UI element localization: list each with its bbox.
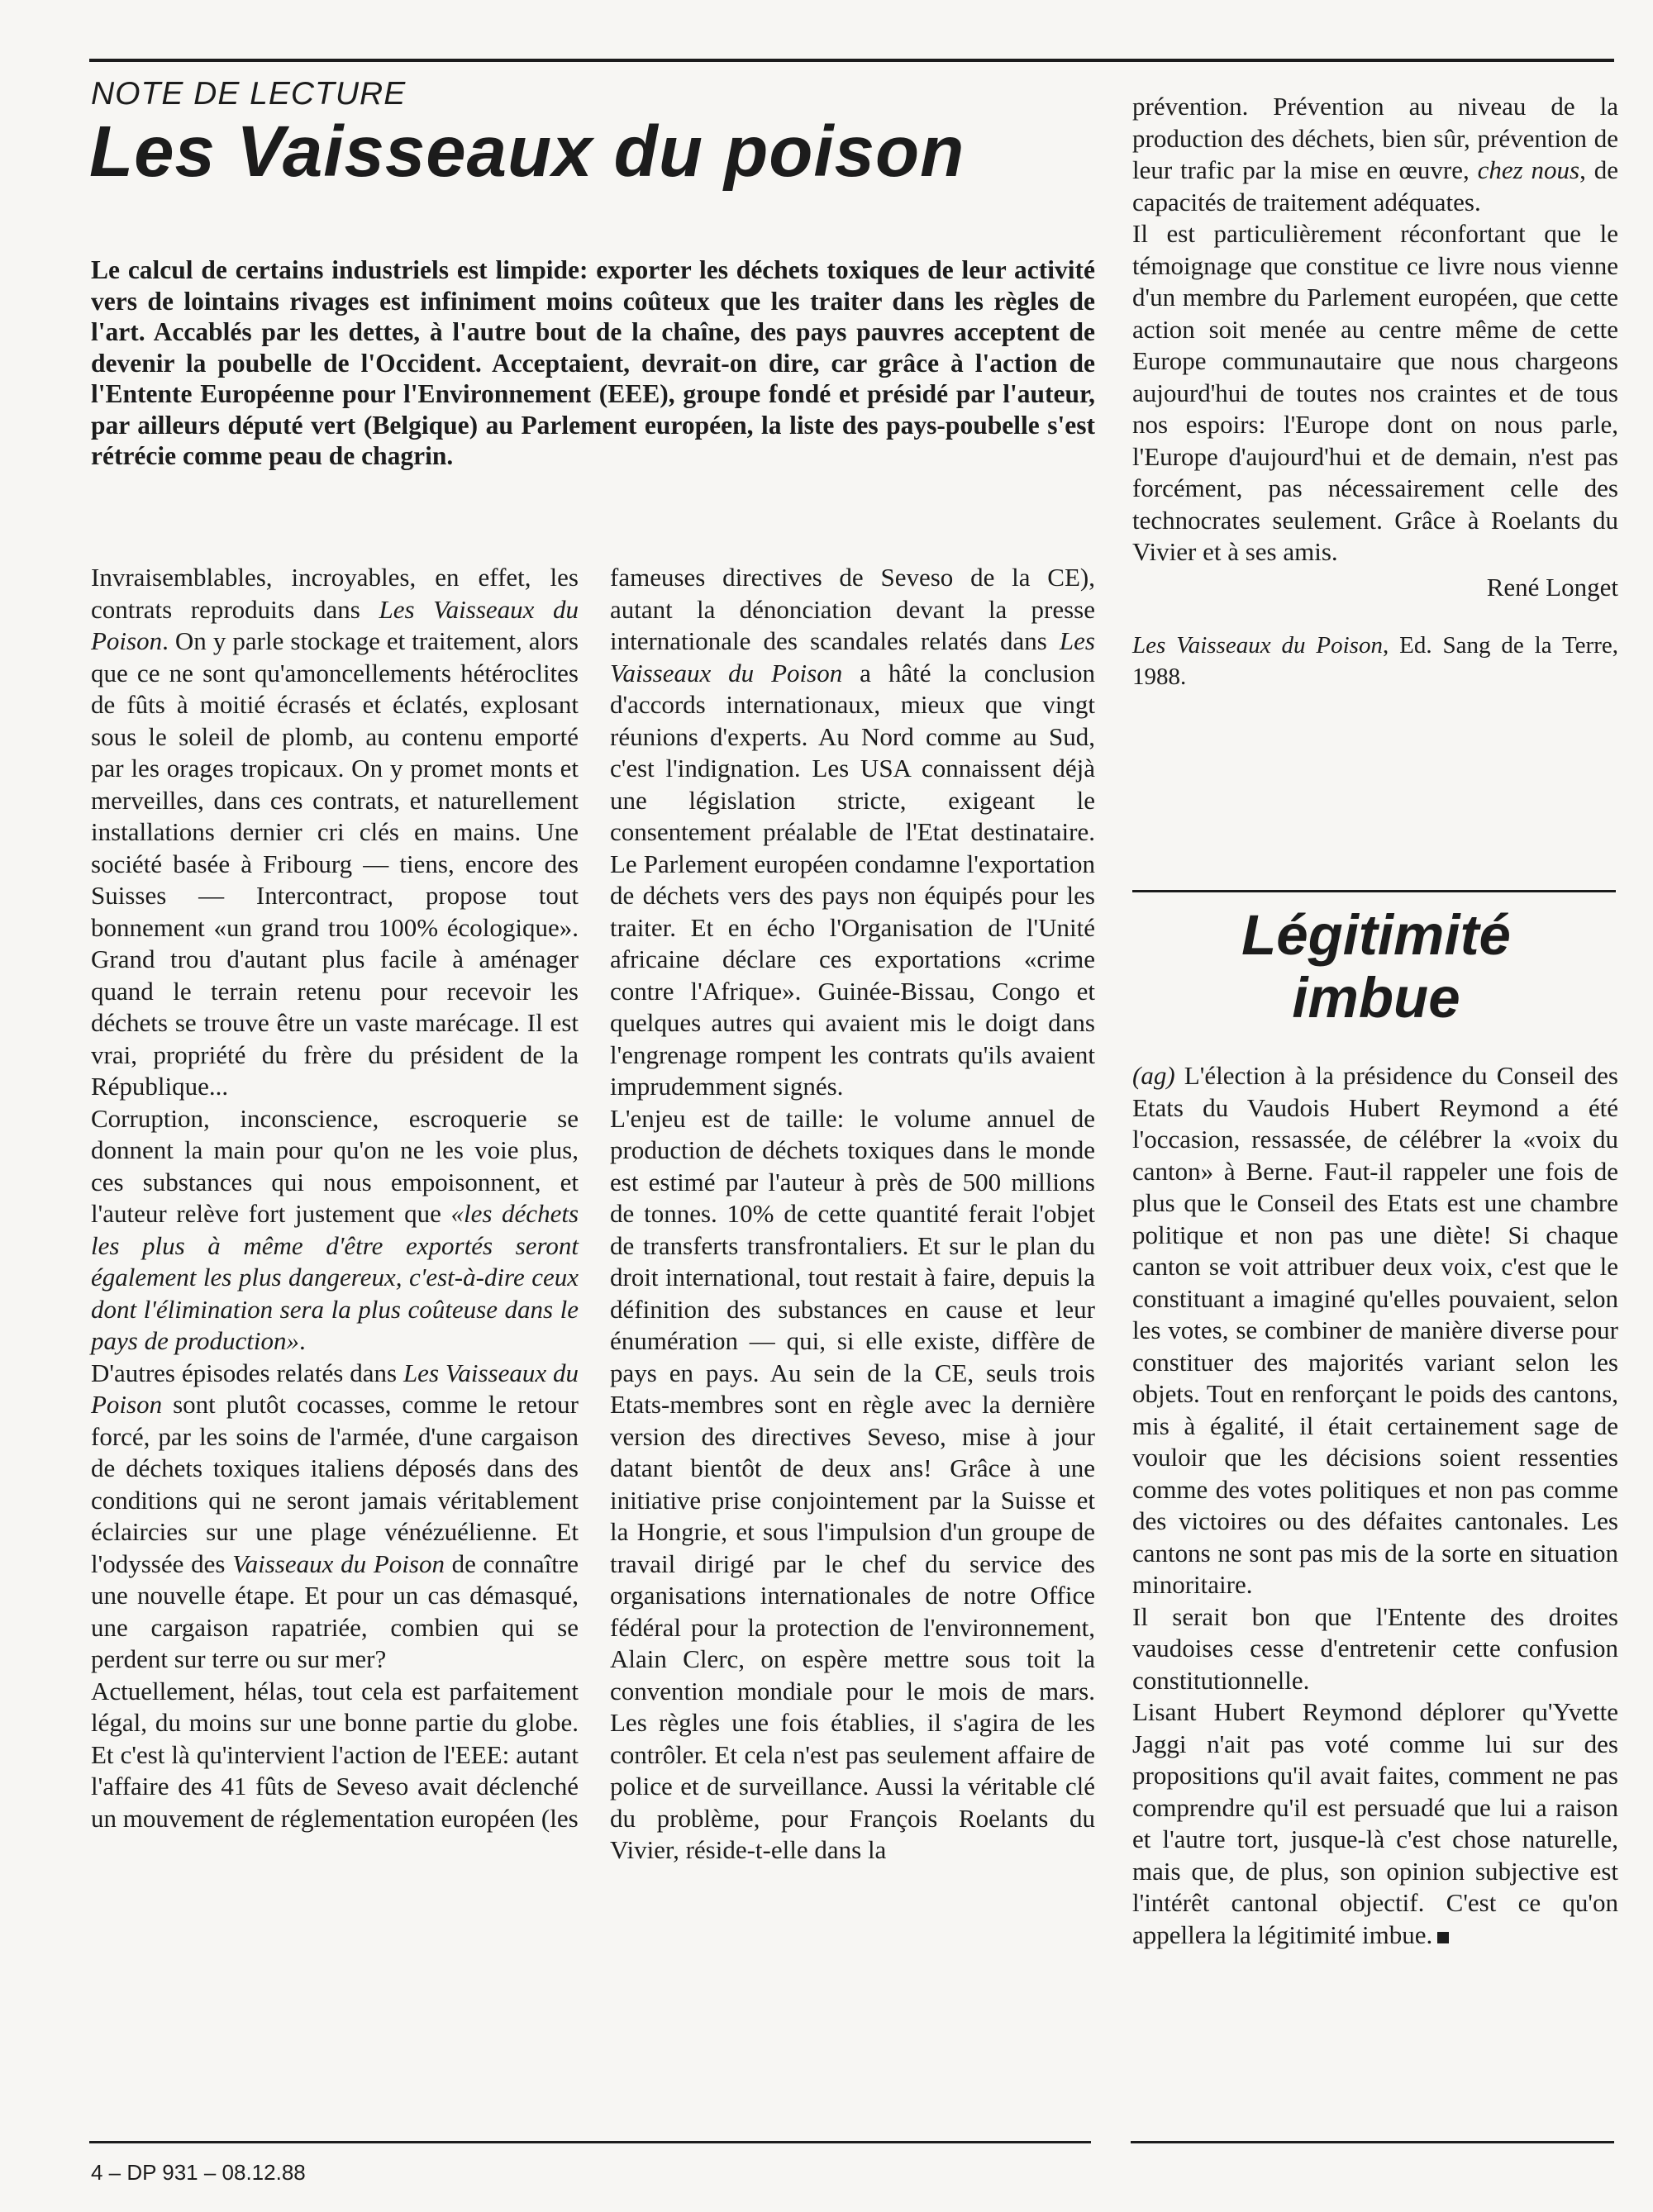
paragraph: Il serait bon que l'Entente des droites vaudoises cesse d'entretenir cette confusion constitutionnelle. [1132,1601,1618,1695]
page-folio: 4 – DP 931 – 08.12.88 [91,2160,306,2185]
bottom-rule-left [89,2141,1091,2143]
article-column-3 [1132,91,1618,692]
section-kicker: NOTE DE LECTURE [91,76,407,112]
paragraph: (ag) L'élection à la présidence du Conseil des Etats du Vaudois Hubert Reymond a été l'occasion, ressassée, de célébrer la «voix du canton» à Berne. Faut-il rappeler une fois de plus que le Conseil des Etats est une chambre politique et non pas une diète! Si chaque canton se voit attribuer deux voix, c'est que le constituant a imaginé qu'elles pouvaient, selon les votes, se combiner de manière diverse pour constituer des majorités variant selon les objets. Tout en renforçant le poids des cantons, mis à égalité, il était certainement sage de vouloir que les décisions soient ressenties comme des votes politiques et non pas comme des victoires ou des défaites cantonales. Les cantons ne sont pas mis de la sorte en situation minoritaire. [1132,1061,1618,1599]
author-signature: René Longet [1486,572,1618,602]
paragraph: Lisant Hubert Reymond déplorer qu'Yvette Jaggi n'ait pas voté comme lui sur des propositions qu'il avait faites, comment ne pas comprendre qu'il est persuadé que lui a raison et l'autre tort, jusque-là c'est chose naturelle, mais que, de plus, son opinion subjective est l'intérêt cantonal objectif. C'est ce qu'on appellera la légitimité imbue. [1132,1697,1618,1949]
book-reference: Les Vaisseaux du Poison, Ed. Sang de la Terre, 1988. [1132,632,1618,690]
paragraph: Corruption, inconscience, escroquerie se donnent la main pour qu'on ne les voie plus, ces substances qui nous empoisonnent, et l'auteur relève fort justement que «les déchets les plus à même d'être exportés seront également les plus dangereux, c'est-à-dire ceux dont l'élimination sera la plus coûteuse dans le pays de production». [91,1103,579,1355]
paragraph: fameuses directives de Seveso de la CE), autant la dénonciation devant la presse internationale des scandales relatés dans Les Vaisseaux du Poison a hâté la conclusion d'accords internationaux, mieux que vingt réunions d'experts. Au Nord comme au Sud, c'est l'indignation. Les USA connaissent déjà une législation stricte, exigeant le consentement préalable de l'Etat destinataire. Le Parlement européen condamne l'exportation de déchets vers des pays non équipés pour les traiter. Et en écho l'Organisation de l'Unité africaine déclare ces exportations «crime contre l'Afrique». Guinée-Bissau, Congo et quelques autres qui avaient mis le doigt dans l'engrenage rompent les contrats qu'ils avaient imprudemment signés. [610,563,1096,1101]
article2-title-line: imbue [1292,966,1460,1030]
article-lead [91,254,1095,472]
article2-title [1132,904,1620,1030]
paragraph: Il est particulièrement réconfortant que le témoignage que constitue ce livre nous vienne d'un membre du Parlement européen, que cette action soit menée au centre même de cette Europe communautaire que nous chargeons aujourd'hui de toutes nos craintes et de tous nos espoirs: l'Europe dont on nous parle, l'Europe d'aujourd'hui et de demain, n'est pas forcément, pas nécessairement celle des technocrates seulement. Grâce à Roelants du Vivier et à ses amis. [1132,219,1618,566]
paragraph: L'enjeu est de taille: le volume annuel de production de déchets toxiques dans le monde est estimé par l'auteur à près de 500 millions de tonnes. 10% de cette quantité ferait l'objet de transferts transfrontaliers. Et sur le plan du droit international, tout restait à faire, depuis la définition des substances en cause et leur énumération — qui, si elle existe, diffère de pays en pays. Au sein de la CE, seuls trois Etats-membres sont en règle avec la dernière version des directives Seveso, mise à jour datant bientôt de deux ans! Grâce à une initiative prise conjointement par la Suisse et la Hongrie, et sous l'impulsion d'un groupe de travail dirigé par le chef du service des organisations internationales de notre Office fédéral pour la protection de l'environnement, Alain Clerc, on espère mettre sous toit la convention mondiale pour le mois de mars. Les règles une fois établies, il s'agira de les contrôler. Et cela n'est pas seulement affaire de police et de surveillance. Aussi la véritable clé du problème, pour François Roelants du Vivier, réside-t-elle dans la [610,1103,1095,1864]
top-rule [89,59,1614,62]
article-column-2 [610,562,1095,1867]
paragraph: prévention. Prévention au niveau de la production des déchets, bien sûr, prévention de leur trafic par la mise en œuvre, chez nous, de capacités de traitement adéquates. [1132,92,1618,216]
paragraph: D'autres épisodes relatés dans Les Vaisseaux du Poison sont plutôt cocasses, comme le retour forcé, par les soins de l'armée, d'une cargaison de déchets toxiques italiens déposés dans des conditions qui ne seront jamais véritablement éclaircies sur une plage vénézuélienne. Et l'odyssée des Vaisseaux du Poison de connaître une nouvelle étape. Et pour un cas démasqué, une cargaison rapatriée, combien qui se perdent sur terre ou sur mer? [91,1358,579,1673]
article-title: Les Vaisseaux du poison [89,112,965,192]
article2-body [1132,1060,1618,1951]
bottom-rule-right [1131,2141,1614,2143]
paragraph: Invraisemblables, incroyables, en effet, les contrats reproduits dans Les Vaisseaux du Poison. On y parle stockage et traitement, alors que ce ne sont qu'amoncellements hétéroclites de fûts à moitié écrasés et éclatés, explosant sous le soleil de plomb, au contenu emporté par les orages tropicaux. On y promet monts et merveilles, dans ces contrats, et naturellement installations dernier cri clés en mains. Une société basée à Fribourg — tiens, encore des Suisses — Intercontract, propose tout bonnement «un grand trou 100% écologique». Grand trou d'autant plus facile à aménager quand le terrain retenu pour recevoir les déchets se trouve être un vaste marécage. Il est vrai, propriété du frère du président de la République... [91,563,579,1101]
lead-paragraph: Le calcul de certains industriels est limpide: exporter les déchets toxiques de leur activité vers de lointains rivages est infiniment moins coûteux que les traiter dans les règles de l'art. Accablés par les dettes, à l'autre bout de la chaîne, des pays pauvres acceptent de devenir la poubelle de l'Occident. Acceptaient, devrait-on dire, car grâce à l'action de l'Entente Européenne pour l'Environnement (EEE), groupe fondé et présidé par l'auteur, par ailleurs député vert (Belgique) au Parlement européen, la liste des pays-poubelle s'est rétrécie comme peau de chagrin. [91,255,1095,470]
paragraph: Actuellement, hélas, tout cela est parfaitement légal, du moins sur une bonne partie du globe. Et c'est là qu'intervient l'action de l'EEE: autant l'affaire des 41 fûts de Seveso avait déclenché un mouvement de réglementation européen (les [91,1676,579,1833]
article-column-1 [91,562,579,1834]
end-mark-icon [1437,1932,1449,1943]
article2-title-line: Légitimité [1241,903,1511,967]
section-divider [1132,890,1616,892]
